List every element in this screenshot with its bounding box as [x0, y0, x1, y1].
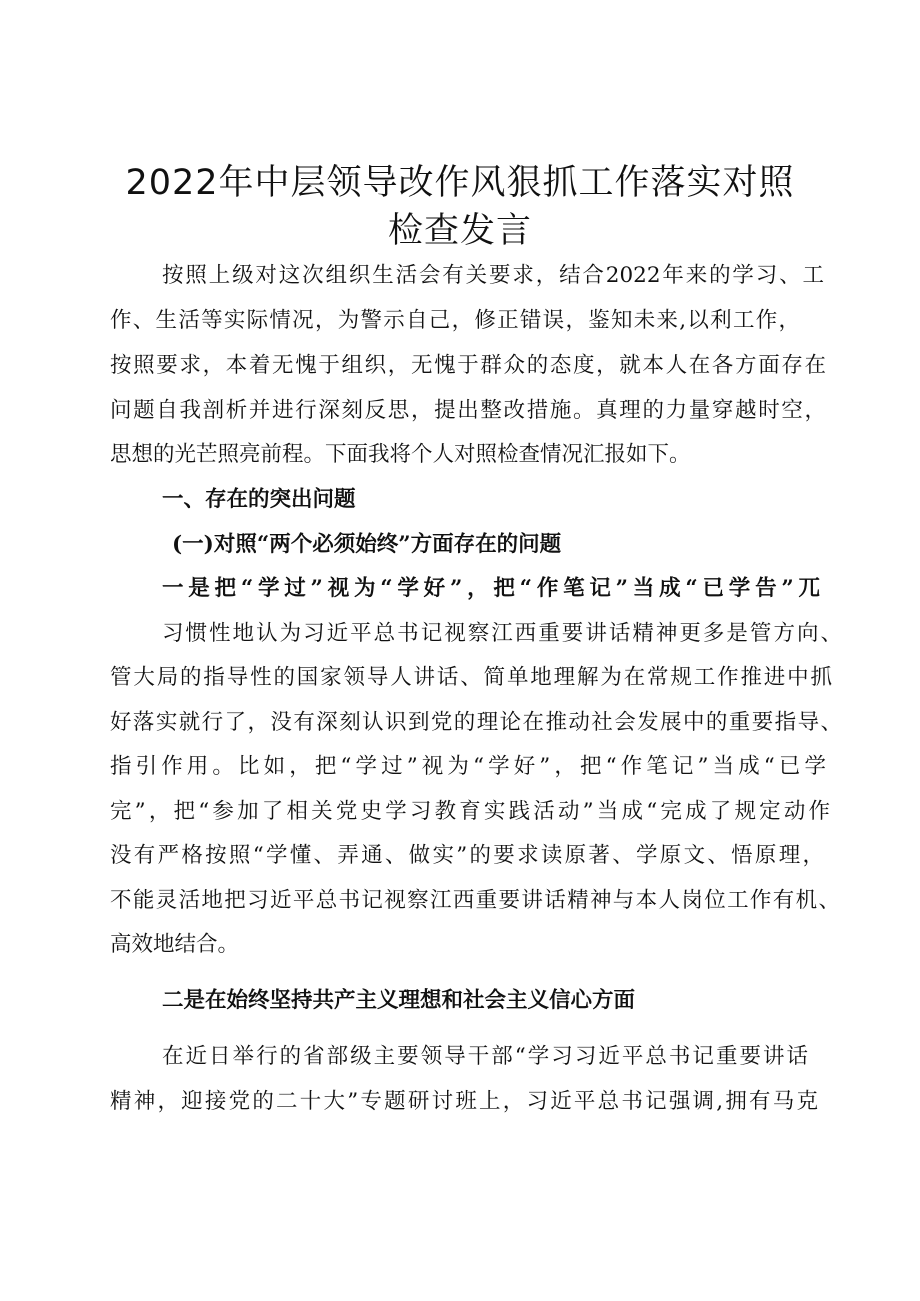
document-title-line-2: 检查发言: [387, 211, 532, 251]
paragraph-intro-line-5: 思想的光芒照亮前程。下面我将个人对照检查情况汇报如下。: [110, 442, 691, 467]
paragraph-point1-line-5: 完”，把“参加了相关党史学习教育实践活动”当成“完成了规定动作: [110, 799, 830, 824]
paragraph-intro-line-4: 问题自我剖析并进行深刻反思，提出整改措施。真理的力量穿越时空，: [110, 398, 826, 423]
paragraph-intro-line-2: 作、生活等实际情况，为警示自己，修正错误，鉴知未来,以利工作，: [110, 308, 800, 333]
paragraph-point1-line-4: 指引作用。比如，把“学过”视为“学好”，把“作笔记”当成“已学: [110, 754, 826, 779]
paragraph-point1-line-8: 高效地结合。: [110, 932, 240, 957]
paragraph-intro-line-1: 按照上级对这次组织生活会有关要求，结合2022年来的学习、工: [162, 263, 824, 288]
paragraph-intro-line-3: 按照要求，本着无愧于组织，无愧于群众的态度，就本人在各方面存在: [110, 353, 826, 378]
paragraph-point1-line-1: 习惯性地认为习近平总书记视察江西重要讲话精神更多是管方向、: [162, 621, 842, 646]
paragraph-point2-line-1: 在近日举行的省部级主要领导干部“学习习近平总书记重要讲话: [162, 1044, 808, 1069]
paragraph-point1-line-2: 管大局的指导性的国家领导人讲话、简单地理解为在常规工作推进中抓: [110, 665, 832, 690]
document-title-line-1: 2022年中层领导改作风狠抓工作落实对照: [125, 163, 795, 203]
point-heading-1: 一是把“学过”视为“学好”，把“作笔记”当成“已学告”兀: [162, 576, 820, 601]
section-heading-1: 一、存在的突出问题: [162, 487, 356, 512]
point-heading-2: 二是在始终坚持共产主义理想和社会主义信心方面: [162, 988, 636, 1013]
subsection-heading-1: (一)对照“两个必须始终”方面存在的问题: [172, 532, 562, 557]
paragraph-point2-line-2: 精神，迎接党的二十大”专题研讨班上，习近平总书记强调,拥有马克: [110, 1089, 818, 1114]
paragraph-point1-line-7: 不能灵活地把习近平总书记视察江西重要讲话精神与本人岗位工作有机、: [110, 888, 840, 913]
paragraph-point1-line-3: 好落实就行了，没有深刻认识到党的理论在推动社会发展中的重要指导、: [110, 710, 842, 735]
paragraph-point1-line-6: 没有严格按照“学懂、弄通、做实”的要求读原著、学原文、悟原理，: [110, 843, 824, 868]
